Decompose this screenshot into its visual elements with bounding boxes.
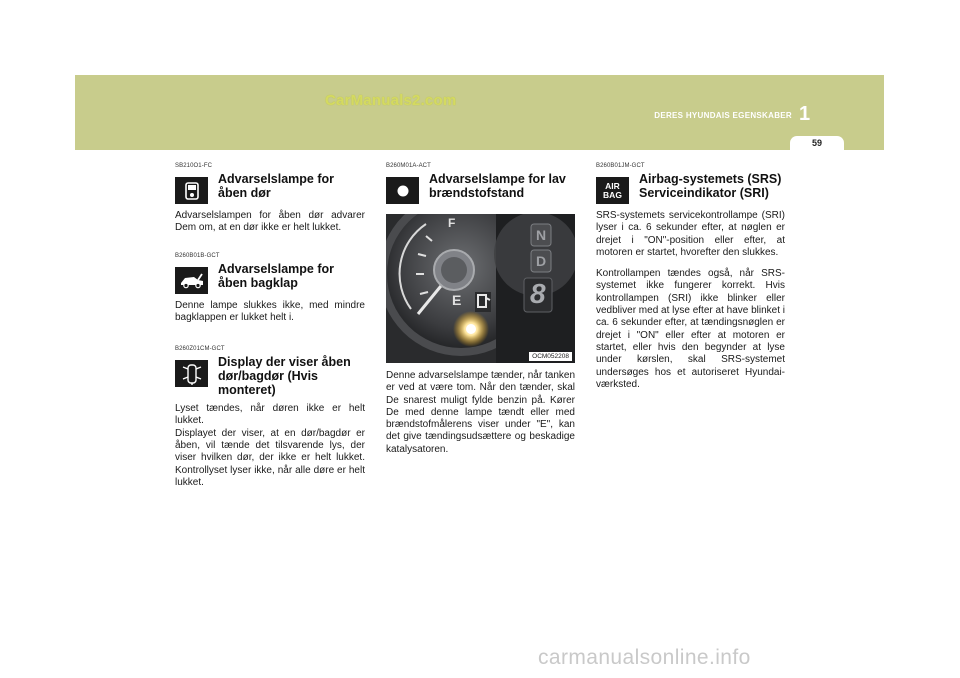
section-low-fuel <box>386 163 575 456</box>
section-code: SB210O1-FC <box>175 163 213 169</box>
section-heading: Advarselslampe for lav brændstofstand <box>429 172 566 200</box>
gear-letter-d: D <box>536 253 547 269</box>
column-middle <box>386 163 575 456</box>
chapter-title: DERES HYUNDAIS EGENSKABER <box>654 111 792 120</box>
section-code: B260B01JM-GCT <box>596 163 645 169</box>
door-display-icon <box>175 360 208 387</box>
gauge-full-label: F <box>448 216 456 230</box>
section-body-line-1: Lyset tændes, når døren ikke er helt lukket. <box>175 403 365 427</box>
column-right <box>596 163 785 391</box>
page-number: 59 <box>811 138 822 148</box>
section-trunk-warning <box>175 253 365 325</box>
section-heading: Display der viser åben dør/bagdør (Hvis monteret) <box>218 355 351 398</box>
section-body: Denne lampe slukkes ikke, med mindre bagklappen er lukket helt i. <box>175 299 365 323</box>
low-fuel-warning-icon <box>386 177 419 204</box>
open-trunk-warning-icon <box>175 267 208 294</box>
section-body-paragraph-2: Kontrollampen tændes også, når SRS-systemet ikke fungerer korrekt. Hvis kontrollampen (SRI) ikke blinker eller vedbliver med at lyse efter at have blinket i ca. 6 sekunder efter, at tændingsnøglen er drejet i "ON" eller efter at motoren er startet, eller hvis den begynder at lyse under kørslen, skal SRS-systemet undersøges hos et autoriseret Hyundai-værksted. <box>596 268 785 390</box>
section-body: Advarselslampen for åben dør advarer Dem om, at en dør ikke er helt lukket. <box>175 210 365 234</box>
section-code: B260B01B-GCT <box>175 252 220 259</box>
gear-digit-display: 8 <box>530 278 546 309</box>
chapter-number: 1 <box>799 103 811 125</box>
section-code: B260M01A-ACT <box>386 163 431 169</box>
open-door-warning-icon <box>175 177 208 204</box>
section-body-line-2: Displayet der viser, at en dør/bagdør er åben, vil tænde det tilsvarende lys, der viser hvilken dør, der ikke er helt lukket. Kontrollyset lyser ikke, når alle døre er helt lukket. <box>175 427 365 488</box>
section-heading: Airbag-systemets (SRS) Serviceindikator (SRI) <box>639 172 782 200</box>
section-body-paragraph-1: SRS-systemets servicekontrollampe (SRI) lyser i ca. 6 sekunder efter, at nøglen er drejet i "ON"-position eller efter, at motoren er startet, hvorefter den slukkes. <box>596 210 785 258</box>
fuel-gauge-photo <box>386 214 575 363</box>
section-body: Denne advarselslampe tænder, når tanken er ved at være tom. Når den tænder, skal De snarest muligt fylde benzin på. Kører De med denne lampe tændt eller med brændstofmålerens viser under "E", kan det give tændingsudsættere og beskadige katalysatoren. <box>386 370 576 455</box>
section-heading: Advarselslampe for åben bagklap <box>218 261 335 290</box>
column-left <box>175 163 365 489</box>
site-logo[interactable]: CarManuals2.com <box>325 92 457 109</box>
gear-letter-n: N <box>536 227 547 243</box>
section-door-display <box>175 346 365 489</box>
footer-watermark[interactable]: carmanualsonline.info <box>538 646 751 669</box>
section-code: B260Z01CM-GCT <box>175 346 225 353</box>
section-airbag <box>596 163 785 391</box>
section-door-warning <box>175 163 365 235</box>
section-heading: Advarselslampe for åben dør <box>218 172 335 200</box>
photo-caption: OCM052208 <box>529 352 572 361</box>
airbag-icon <box>596 177 629 204</box>
airbag-icon-label-air: AIR <box>605 180 620 191</box>
gauge-empty-label: E <box>452 292 462 308</box>
airbag-icon-label-bag: BAG <box>603 189 622 200</box>
